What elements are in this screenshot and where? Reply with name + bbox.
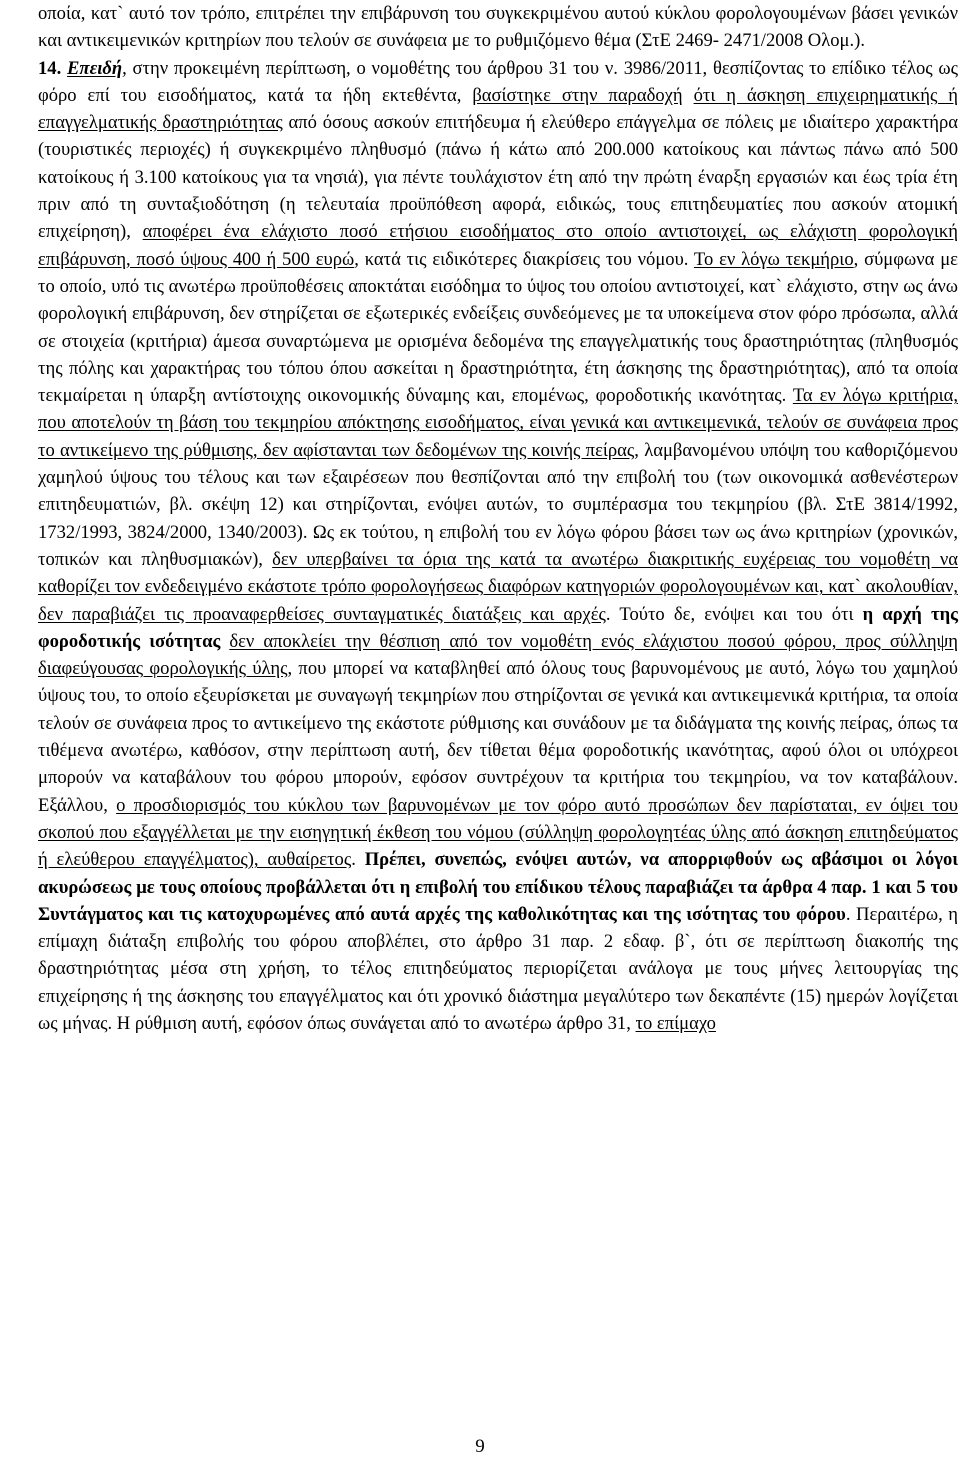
- underlined-text: αποφέρει ένα ελάχιστο ποσό ετήσιου εισοδήματος στο οποίο αντιστοιχεί, ως ελάχιστη φορολογική επιβάρυνση, ποσό ύψους 400 ή 500 ευρώ: [38, 221, 958, 270]
- paragraph-14: [38, 55, 958, 1038]
- paragraph-text: , στην προκειμένη περίπτωση, ο νομοθέτης του άρθρου 31 του ν. 3986/2011, θεσπίζοντας το επίδικο τέλος ως φόρο επί του εισοδήματος, κατά τα ήδη εκτεθέντα,: [38, 57, 959, 106]
- paragraph-continued: [38, 0, 958, 55]
- paragraph-text: [683, 85, 694, 106]
- underlined-text: το επίμαχο: [635, 1012, 716, 1034]
- page-number: 9: [475, 1436, 485, 1457]
- paragraph-text: , λαμβανομένου υπόψη του καθοριζόμενου χαμηλού ύψους του τέλους και των εξαιρέσεων που θεσπίζονται από την επιβολή του (των οικονομικά ασθενέστερων επιτηδευματιών, βλ. σκέψη 12) και στηρίζονται, ενόψει αυτών, το συμπέρασμα του τεκμηρίου (βλ. ΣτΕ 3814/1992, 1732/1993, 3824/2000, 1340/2003). Ως εκ τούτου, η επιβολή του εν λόγω φόρου βάσει των ως άνω κριτηρίων (χρονικών, τοπικών και πληθυσμιακών),: [38, 439, 959, 570]
- paragraph-number: 14.: [38, 57, 62, 79]
- document-page: [38, 0, 958, 1037]
- epeidi-keyword: Επειδή: [67, 57, 123, 79]
- paragraph-text: , κατά τις ειδικότερες διακρίσεις του νόμου.: [354, 248, 694, 270]
- paragraph-text: . Τούτο δε, ενόψει και του ότι: [605, 603, 863, 625]
- underlined-text: ο προσδιορισμός του κύκλου των βαρυνομένων με τον φόρο αυτό προσώπων δεν παρίσταται, εν όψει του σκοπού που εξαγγέλλεται με την εισηγητική έκθεση του νόμου (σύλληψη φορολογητέας ύλης από άσκηση επιτηδεύματος ή ελεύθερου επαγγέλματος), αυθαίρετος: [38, 794, 958, 871]
- paragraph-text: από όσους ασκούν επιτήδευμα ή ελεύθερο επάγγελμα σε πόλεις με ιδιαίτερο χαρακτήρα (τουριστικές περιοχές) ή συγκεκριμένο πληθυσμό (πάνω ή κάτω από 200.000 κατοίκους και πάντως πάνω από 500 κατοίκους ή 3.100 κατοίκους για τα νησιά), για πέντε τουλάχιστον έτη από την πρώτη έναρξη εργασιών και έως τρία έτη πριν από τη συνταξιοδότηση (η τελευταία προϋπόθεση αφορά, ειδικώς, τους επιτηδευματίες που ασκούν ατομική επιχείρηση),: [38, 112, 958, 243]
- underlined-text: δεν υπερβαίνει τα όρια της κατά τα ανωτέρω διακριτικής ευχέρειας του νομοθέτη να καθορίζει τον ενδεδειγμένο εκάστοτε τρόπο φορολογήσεως διαφόρων κατηγοριών φορολογουμένων και, κατ` ακολουθίαν, δεν παραβιάζει τις προαναφερθείσες συνταγματικές διατάξεις και αρχές: [38, 548, 958, 625]
- paragraph-text: , σύμφωνα με το οποίο, υπό τις ανωτέρω προϋποθέσεις αποκτάται εισόδημα το ύψος του οποίου αντιστοιχεί, κατ` ελάχιστο, στην ως άνω φορολογική επιβάρυνση, δεν στηρίζεται σε εξωτερικές ενδείξεις συνδεόμενες με τα υποκείμενα στον φόρο πρόσωπα, αλλά σε στοιχεία (κριτήρια) άμεσα συναρτώμενα με ορισμένα δεδομένα της επαγγελματικής τους δραστηριότητας (πληθυσμός της πόλης και χαρακτήρας του τόπου όπου ασκείται η δραστηριότητα, έτη άσκησης της δραστηριότητας), από τα οποία τεκμαίρεται η ύπαρξη αντίστοιχης οικονομικής δύναμης και, επομένως, φοροδοτικής ικανότητας.: [38, 248, 958, 407]
- bold-conclusion: Πρέπει, συνεπώς, ενόψει αυτών, να απορριφθούν ως αβάσιμοι οι λόγοι ακυρώσεως με τους οποίους προβάλλεται ότι η επιβολή του επίδικου τέλους παραβιάζει τα άρθρα 4 παρ. 1 και 5 του Συντάγματος και τις κατοχυρωμένες από αυτά αρχές της καθολικότητας και της ισότητας του φόρου: [38, 849, 959, 925]
- bold-text: η αρχή της φοροδοτικής ισότητας: [38, 603, 959, 652]
- underlined-text: ότι η άσκηση επιχειρηματικής ή επαγγελματικής δραστηριότητας: [38, 84, 958, 134]
- paragraph-text: οποία, κατ` αυτό τον τρόπο, επιτρέπει την επιβάρυνση του συγκεκριμένου αυτού κύκλου φορολογουμένων βάσει γενικών και αντικειμενικών κριτηρίων που τελούν σε συνάφεια με το ρυθμιζόμενο θέμα (ΣτΕ 2469- 2471/2008 Ολομ.).: [38, 3, 958, 52]
- underlined-text: βασίστηκε στην παραδοχή: [472, 84, 683, 106]
- underlined-text: Το εν λόγω τεκμήριο: [693, 248, 854, 270]
- underlined-text: δεν αποκλείει την θέσπιση από τον νομοθέτη ενός ελάχιστου ποσού φόρου, προς σύλληψη διαφεύγουσας φορολογικής ύλης: [38, 630, 958, 680]
- paragraph-text: .: [351, 849, 365, 871]
- paragraph-text: , που μπορεί να καταβληθεί από όλους τους βαρυνομένους με αυτό, λόγω του χαμηλού ύψους του, το οποίο εξευρίσκεται με συναγωγή τεκμηρίων που στηρίζονται σε γενικά και αντικειμενικά κριτήρια, τα οποία τελούν σε συνάφεια προς το αντικείμενο της εκάστοτε ρύθμισης και συνάδουν με τα διδάγματα της κοινής πείρας, όπως τα τιθέμενα ανωτέρω, καθόσον, στην περίπτωση αυτή, δεν τίθεται θέμα φοροδοτικής ικανότητας, αφού όλοι οι υπόχρεοι μπορούν να καταβάλουν του φόρου μπορούν, εφόσον συντρέχουν τα κριτήρια του τεκμηρίου, να τον καταβάλουν. Εξάλλου,: [38, 658, 958, 816]
- paragraph-text: [220, 631, 229, 652]
- paragraph-text: . Περαιτέρω, η επίμαχη διάταξη επιβολής του φόρου αποβλέπει, στο άρθρο 31 παρ. 2 εδαφ. β`, ότι σε περίπτωση διακοπής της δραστηριότητας μέσα στη χρήση, το τέλος επιτηδεύματος περιορίζεται ανάλογα με τους μήνες λειτουργίας της επιχείρησης ή της άσκησης του επαγγέλματος και ότι χρονικό διάστημα μεγαλύτερο των δεκαπέντε (15) ημερών λογίζεται ως μήνας. Η ρύθμιση αυτή, εφόσον όπως συνάγεται από το ανωτέρω άρθρο 31,: [38, 903, 959, 1034]
- underlined-text: Τα εν λόγω κριτήρια, που αποτελούν τη βάση του τεκμηρίου απόκτησης εισοδήματος, είναι γενικά και αντικειμενικά, τελούν σε συνάφεια προς το αντικείμενο της ρύθμισης, δεν αφίστανται των δεδομένων της κοινής πείρας: [38, 385, 958, 461]
